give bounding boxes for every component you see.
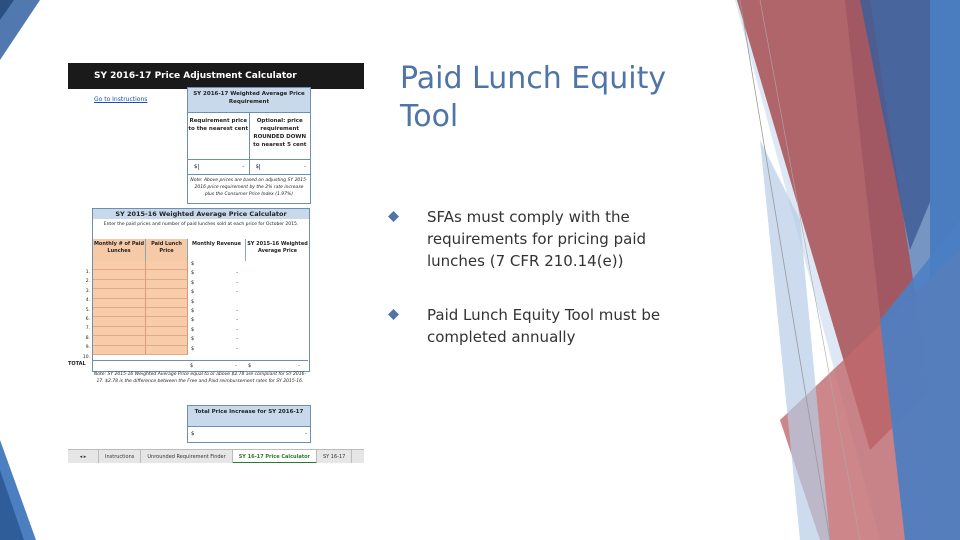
table-row: [93, 261, 309, 270]
price-input-cell[interactable]: [146, 308, 188, 317]
calculator-rows: [93, 261, 309, 355]
lunches-input-cell[interactable]: [93, 327, 146, 336]
revenue-cell: $ -: [191, 289, 238, 296]
requirement-value-cell: $ -: [188, 160, 250, 174]
revenue-cell: $ -: [191, 279, 238, 286]
calculator-note: Note: SY 2015-16 Weighted Average Price equal to or above $2.78 are compliant for SY 2016-17. $2.78 is the difference between the Free and Paid reimbursement rates for SY 2015-16.: [93, 372, 307, 384]
row-numbers: [68, 268, 92, 362]
diamond-icon: [388, 211, 399, 222]
total-label: TOTAL: [68, 361, 86, 367]
lunches-input-cell[interactable]: [93, 346, 146, 355]
total-row: $ - $ -: [92, 360, 308, 371]
requirement-box: [187, 87, 311, 204]
revenue-cell: $: [191, 261, 195, 267]
calculator-header: SY 2015-16 Weighted Average Price Calculator: [93, 209, 309, 219]
lunches-input-cell[interactable]: [93, 270, 146, 279]
sheet-tab[interactable]: SY 16-17 Price Calculator: [233, 450, 317, 463]
row-number: 5.: [85, 307, 90, 313]
lunches-input-cell[interactable]: [93, 299, 146, 308]
row-number: 9.: [85, 345, 90, 351]
goto-instructions-link[interactable]: Go to Instructions: [94, 96, 148, 103]
table-row: [93, 327, 309, 336]
lunches-input-cell[interactable]: [93, 289, 146, 298]
revenue-cell: $: [191, 298, 195, 305]
sheet-tab[interactable]: SY 16-17: [317, 450, 352, 463]
lunches-input-cell[interactable]: [93, 280, 146, 289]
rounded-value-cell: $ -: [250, 160, 311, 174]
price-input-cell[interactable]: [146, 317, 188, 326]
total-revenue: $: [190, 363, 194, 369]
price-increase-header: Total Price Increase for SY 2016-17: [188, 406, 310, 426]
requirement-note: Note: Above prices are based on adjusting SY 2015-2016 price requirement by the 2% rate increase plus the Consumer Price Index (1.97%): [188, 174, 310, 200]
revenue-cell: $ -: [191, 317, 238, 324]
revenue-cell: $ -: [191, 270, 238, 277]
price-input-cell[interactable]: [146, 289, 188, 298]
slide-title: Paid Lunch Equity Tool: [400, 61, 667, 134]
price-input-cell[interactable]: [146, 270, 188, 279]
table-row: [93, 289, 309, 298]
sheet-title: SY 2016-17 Price Adjustment Calculator: [68, 63, 364, 89]
calculator-instructions: Enter the paid prices and number of paid lunches sold at each price for October 2015.: [103, 222, 299, 227]
revenue-cell: $ -: [191, 326, 238, 333]
price-input-cell[interactable]: [146, 327, 188, 336]
table-row: [93, 317, 309, 326]
table-row: [93, 336, 309, 345]
table-row: [93, 280, 309, 289]
price-input-cell[interactable]: [146, 280, 188, 289]
price-input-cell[interactable]: [146, 346, 188, 355]
row-number: 4.: [85, 298, 90, 304]
total-weighted: $: [248, 363, 252, 369]
row-number: 6.: [85, 316, 90, 322]
lunches-input-cell[interactable]: [93, 336, 146, 345]
sheet-tab[interactable]: Unrounded Requirement Finder: [141, 450, 232, 463]
revenue-cell: $ -: [191, 307, 238, 314]
bullet-text: SFAs must comply with the requirements for pricing paid lunches (7 CFR 210.14(e)): [427, 208, 647, 270]
row-number: 7.: [85, 326, 90, 332]
row-number: 3.: [85, 288, 90, 294]
price-increase-box: Total Price Increase for SY 2016-17 $ -: [187, 405, 311, 443]
lunches-input-cell[interactable]: [93, 308, 146, 317]
table-row: [93, 299, 309, 308]
table-row: [93, 308, 309, 317]
revenue-cell: $ -: [191, 336, 238, 343]
lunches-input-cell[interactable]: [93, 261, 146, 270]
table-row: [93, 346, 309, 355]
table-row: [93, 270, 309, 279]
requirement-col-rounded: Optional: price requirement ROUNDED DOWN to nearest 5 cent: [253, 118, 307, 148]
sheet-tab[interactable]: Instructions: [99, 450, 141, 463]
sheet-tabs: [68, 449, 364, 463]
row-number: 1.: [85, 270, 90, 275]
revenue-cell: $ -: [191, 345, 238, 352]
bullet-text: Paid Lunch Equity Tool must be completed annually: [427, 306, 661, 346]
bullet-item: [388, 206, 708, 272]
col-monthly-revenue: Monthly Revenue: [188, 239, 246, 261]
left-decoration: [0, 0, 40, 540]
spreadsheet-screenshot: [68, 63, 364, 463]
col-lunch-price: Paid Lunch Price: [146, 239, 188, 261]
bullet-list: [388, 206, 708, 380]
tab-nav-arrows[interactable]: ◂ ▸: [68, 450, 99, 463]
row-number: 10.: [82, 354, 90, 360]
bullet-item: [388, 304, 708, 348]
requirement-col-nearest-cent: Requirement price to the nearest cent: [188, 113, 250, 159]
price-input-cell[interactable]: [146, 261, 188, 270]
price-input-cell[interactable]: [146, 299, 188, 308]
lunches-input-cell[interactable]: [93, 317, 146, 326]
col-weighted-average: SY 2015-16 Weighted Average Price: [247, 241, 308, 254]
row-number: 2.: [85, 279, 90, 285]
price-increase-value: $: [191, 431, 195, 437]
price-input-cell[interactable]: [146, 336, 188, 345]
col-monthly-lunches: Monthly # of Paid Lunches: [93, 239, 146, 261]
right-decoration: [720, 0, 960, 540]
requirement-header: SY 2016-17 Weighted Average Price Requirement: [188, 88, 310, 112]
calculator-box: [92, 208, 310, 372]
diamond-icon: [388, 309, 399, 320]
row-number: 8.: [85, 335, 90, 341]
